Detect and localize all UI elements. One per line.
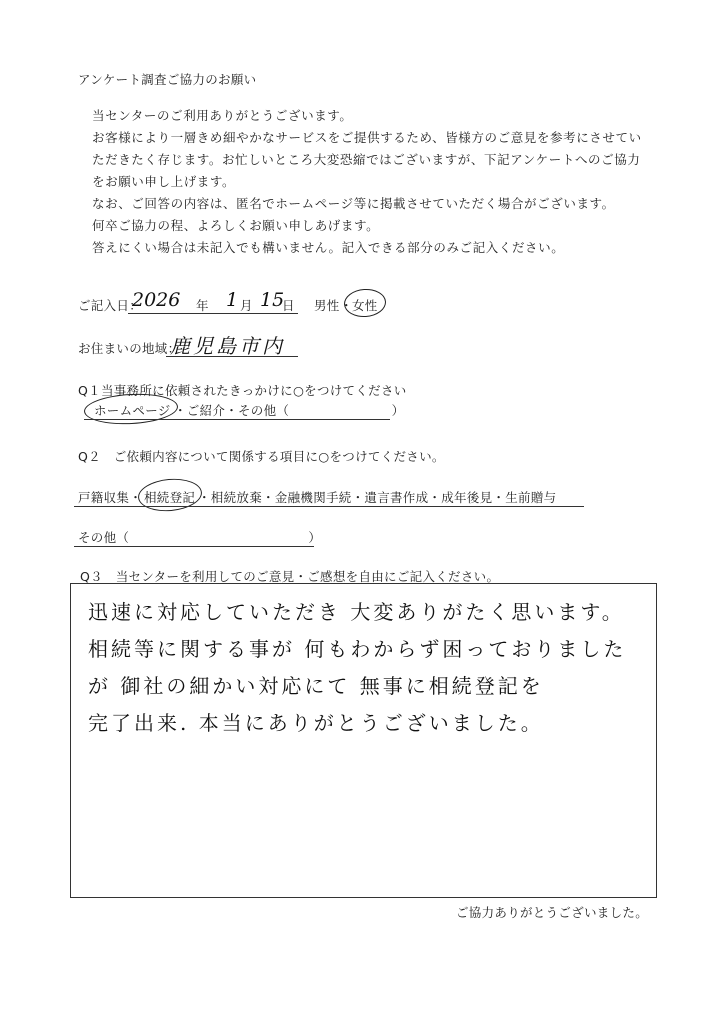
q2-underline (74, 506, 584, 507)
q1-question: Q１当事務所に依頼されたきっかけに○をつけてください (78, 383, 407, 398)
closing-text: ご協力ありがとうございました。 (456, 905, 649, 920)
entry-day: 15 (260, 289, 285, 311)
q2-other: その他（ ） (78, 530, 322, 545)
intro-line: お客様により一層きめ細やかなサービスをご提供するため、皆様方のご意見を参考にさせてい (92, 130, 642, 145)
intro-line: なお、ご回答の内容は、匿名でホームページ等に掲載させていただく場合がございます。 (92, 196, 615, 211)
intro-line: ただきたく存じます。お忙しいところ大変恐縮ではございますが、下記アンケートへのご協力 (92, 152, 641, 167)
q2-option-inheritance-registration: 相続登記 (144, 490, 196, 505)
q3-answer-line: が 御社の細かい対応にて 無事に相続登記を (88, 674, 544, 698)
page-title: アンケート調査ご協力のお願い (78, 72, 257, 87)
date-underline (128, 313, 298, 314)
gender-female: 女性 (352, 298, 378, 313)
entry-year-unit: 年 (196, 298, 209, 313)
q3-answer-line: 相続等に関する事が 何もわからず困っておりました (88, 637, 627, 661)
q1-other-options: ・ご紹介・その他（ ） (174, 403, 405, 418)
entry-day-unit: 日 (282, 298, 295, 313)
gender-female-circle (343, 288, 387, 319)
entry-year: 2026 (132, 289, 181, 311)
q1-option-homepage: ホームページ (94, 403, 171, 418)
q2-other-underline (74, 546, 314, 547)
q2-circled-option (137, 476, 204, 513)
entry-date-label: ご記入日： (78, 298, 143, 313)
entry-month-unit: 月 (240, 298, 253, 313)
intro-line: をお願い申し上げます。 (92, 174, 236, 189)
q2-question: Q２ ご依頼内容について関係する項目に○をつけてください。 (78, 449, 445, 464)
area-underline (166, 356, 298, 357)
q3-answer-line: 迅速に対応していただき 大変ありがたく思います。 (88, 600, 625, 624)
gender-separator: ・ (340, 298, 353, 313)
intro-line: 答えにくい場合は未記入でも構いません。記入できる部分のみご記入ください。 (92, 240, 565, 255)
q1-underline (84, 419, 390, 420)
area-value: 鹿児島市内 (170, 334, 285, 358)
q3-question: Q３ 当センターを利用してのご意見・ご感想を自由にご記入ください。 (80, 569, 500, 584)
q2-option-koseki: 戸籍収集・ (78, 490, 143, 505)
q3-answer-line: 完了出来. 本当にありがとうございました。 (88, 711, 544, 735)
q2-other-options: ・相続放棄・金融機関手続・遺言書作成・成年後見・生前贈与 (198, 490, 557, 505)
gender-male: 男性 (314, 298, 340, 313)
entry-month: 1 (226, 289, 239, 311)
intro-line: 何卒ご協力の程、よろしくお願い申しあげます。 (92, 218, 380, 233)
q3-answer-box (70, 583, 657, 898)
intro-line: 当センターのご利用ありがとうございます。 (92, 108, 353, 123)
area-label: お住まいの地域： (78, 341, 181, 356)
